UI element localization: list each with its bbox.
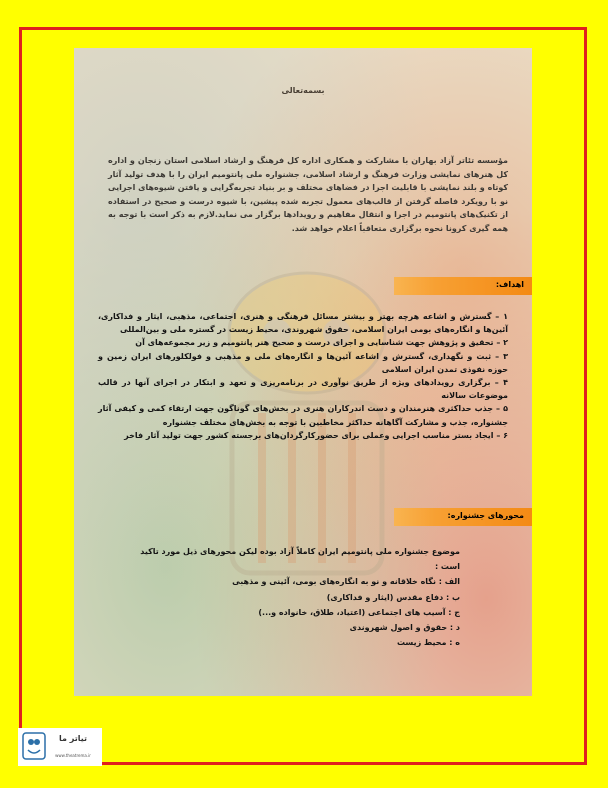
site-watermark xyxy=(18,728,102,766)
axis-item: ب : دفاع مقدس (ایثار و فداکاری) xyxy=(326,592,460,602)
axes-list xyxy=(134,544,460,650)
goals-heading: اهداف: xyxy=(495,280,524,289)
axis-item: الف : نگاه خلاقانه و نو به انگاره‌های بومی، آئینی و مذهبی xyxy=(232,577,460,587)
axis-item: ه : محیط زیست xyxy=(396,638,460,648)
goals-section-header xyxy=(394,277,532,295)
site-url: www.theatrema.ir xyxy=(55,753,91,758)
axes-heading: محورهای جشنواره: xyxy=(447,511,524,520)
site-name: تیاتر ما xyxy=(59,734,87,743)
axis-item: د : حقوق و اصول شهروندی xyxy=(349,623,460,633)
goal-item: ۴ – برگزاری رویدادهای ویژه از طریق نوآوری در برنامه‌ریزی و تعهد و ابتکار در اجرای آنها در قالب موضوعات سالانه xyxy=(98,378,508,401)
goal-item: ۳ – ثبت و نگهداری، گسترش و اشاعه آئین‌ها و انگاره‌های ملی و مذهبی و فولکلورهای ایران زمین و حوزه نفوذی تمدن ایران اسلامی xyxy=(98,351,508,374)
axis-item: ج : آسیب های اجتماعی (اعتیاد، طلاق، خانواده و...) xyxy=(258,607,460,617)
goal-item: ۱ – گسترش و اشاعه هرچه بهتر و بیشتر مسائل فرهنگی و هنری، اجتماعی، مذهبی، ایثار و فداکاری، آئین‌ها و انگاره‌های بومی ایران اسلامی، حقوق شهروندی، محیط زیست در گستره ملی و بین‌المللی xyxy=(98,312,508,335)
goal-item: ۶ – ایجاد بستر مناسب اجرایی وعملی برای حضورکارگردان‌های برجسته کشور جهت تولید آثار فاخر xyxy=(124,430,508,440)
goals-list xyxy=(98,310,508,442)
document-heading: بسمه‌تعالی xyxy=(281,86,325,95)
goal-item: ۵ – جذب حداکثری هنرمندان و دست اندرکاران هنری در بخش‌های گوناگون جهت ارتقاء کمی و کیفی آثار جشنواره، جذب و مشارکت آگاهانه حداکثر مخاطبین با توجه به بخش‌های مختلف جشنواره xyxy=(98,404,508,427)
theatre-mask-logo-icon xyxy=(22,732,46,760)
axes-section-header xyxy=(394,508,532,526)
goal-item: ۲ – تحقیق و پژوهش جهت شناسایی و اجرای درست و صحیح هنر پانتومیم و زیر مجموعه‌های آن xyxy=(135,338,508,348)
intro-paragraph: مؤسسه تئاتر آزاد بهاران با مشارکت و همکاری اداره کل فرهنگ و ارشاد اسلامی استان زنجان و اداره کل هنرهای نمایشی وزارت فرهنگ و ارشاد اسلامی، جشنواره ملی پانتومیم ایران را با هدف تولید آثار کوتاه و بلند نمایشی با قابلیت اجرا در فضاهای مختلف و بر بنیاد تجربه‌گرایی و یافتن شیوه‌های اجرایی نو با رویکرد فاصله گرفتن از قالب‌های معمول تجربه شده پیشین، با شیوه درست و صحیح در استفاده از تکنیک‌های پانتومیم در اجرا و انتقال مفاهیم و رویدادها برگزار می نماید.لازم به ذکر است با توجه به همه گیری کرونا نحوه برگزاری متعاقباً اعلام خواهد شد. xyxy=(108,156,508,233)
poster-document xyxy=(74,48,532,696)
axes-intro: موضوع جشنواره ملی پانتومیم ایران کاملاً آزاد بوده لیکن محورهای ذیل مورد تاکید است : xyxy=(140,547,460,572)
